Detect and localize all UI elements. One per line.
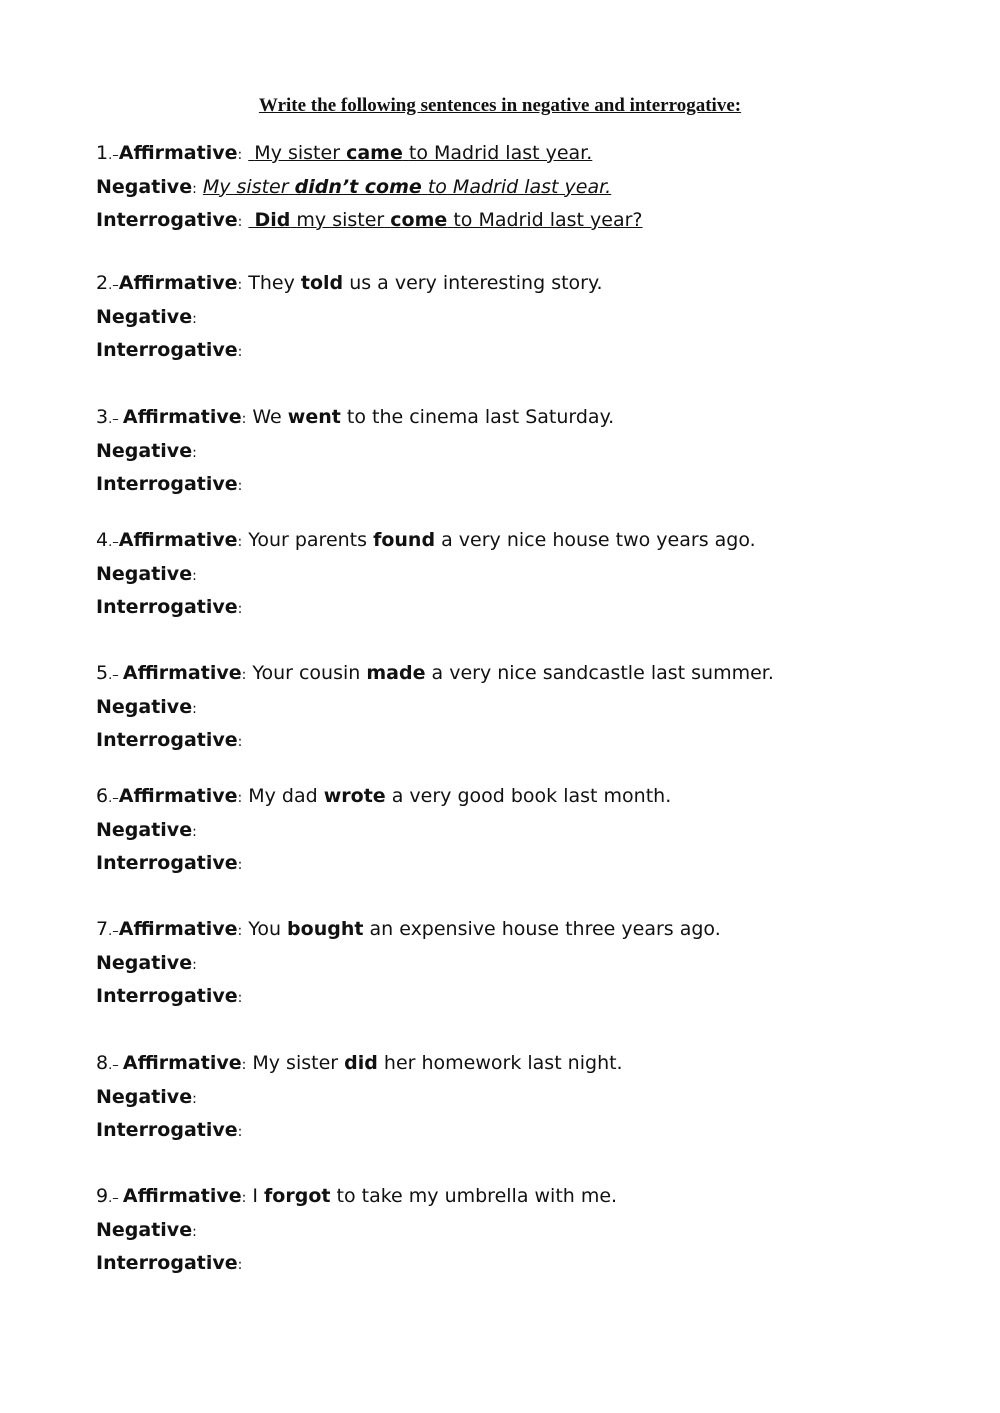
interrogative-answer: Did my sister come to Madrid last year? bbox=[254, 209, 643, 231]
negative-label: Negative bbox=[96, 1218, 193, 1241]
affirmative-label: Affirmative bbox=[122, 662, 242, 684]
negative-line: Negative: bbox=[96, 1218, 197, 1241]
interrogative-line: Interrogative: bbox=[96, 852, 243, 874]
negative-label: Negative bbox=[96, 695, 193, 718]
exercise-1 bbox=[96, 137, 956, 238]
negative-line: Negative: bbox=[96, 1085, 197, 1108]
affirmative-label: Affirmative bbox=[122, 1052, 242, 1074]
exercise-4 bbox=[96, 524, 956, 625]
affirmative-line: 4.–Affirmative: Your parents found a very nice house two years ago. bbox=[96, 529, 756, 551]
exercise-7 bbox=[96, 913, 956, 1014]
exercise-6 bbox=[96, 780, 956, 881]
negative-label: Negative bbox=[96, 1085, 193, 1108]
affirmative-sentence: Your cousin made a very nice sandcastle last summer. bbox=[252, 662, 774, 684]
exercise-number: 6 bbox=[96, 785, 109, 807]
affirmative-line: 7.–Affirmative: You bought an expensive house three years ago. bbox=[96, 918, 721, 940]
negative-label: Negative bbox=[96, 818, 193, 841]
exercise-number: 3 bbox=[96, 406, 109, 428]
affirmative-label: Affirmative bbox=[118, 142, 238, 164]
interrogative-label: Interrogative bbox=[96, 1252, 238, 1274]
interrogative-line: Interrogative: bbox=[96, 596, 243, 618]
affirmative-line: 9.– Affirmative: I forgot to take my umbrella with me. bbox=[96, 1185, 618, 1207]
interrogative-label: Interrogative bbox=[96, 209, 238, 231]
negative-line: Negative: bbox=[96, 695, 197, 718]
affirmative-sentence: We went to the cinema last Saturday. bbox=[252, 406, 615, 428]
exercise-number: 2 bbox=[96, 272, 109, 294]
interrogative-line: Interrogative: bbox=[96, 729, 243, 751]
negative-label: Negative bbox=[96, 175, 193, 198]
negative-label: Negative bbox=[96, 439, 193, 462]
affirmative-sentence: Your parents found a very nice house two years ago. bbox=[248, 529, 756, 551]
interrogative-line: Interrogative: bbox=[96, 1119, 243, 1141]
interrogative-label: Interrogative bbox=[96, 596, 238, 618]
affirmative-line: 5.– Affirmative: Your cousin made a very nice sandcastle last summer. bbox=[96, 662, 774, 684]
interrogative-label: Interrogative bbox=[96, 339, 238, 361]
affirmative-sentence: I forgot to take my umbrella with me. bbox=[252, 1185, 618, 1207]
exercise-9 bbox=[96, 1180, 956, 1281]
affirmative-label: Affirmative bbox=[122, 1185, 242, 1207]
affirmative-line: 3.– Affirmative: We went to the cinema last Saturday. bbox=[96, 406, 615, 428]
interrogative-label: Interrogative bbox=[96, 1119, 238, 1141]
exercise-number: 5 bbox=[96, 662, 109, 684]
negative-line: Negative: bbox=[96, 951, 197, 974]
affirmative-label: Affirmative bbox=[118, 785, 238, 807]
interrogative-line: Interrogative: bbox=[96, 1252, 243, 1274]
exercise-8 bbox=[96, 1047, 956, 1148]
negative-label: Negative bbox=[96, 562, 193, 585]
exercise-number: 1 bbox=[96, 142, 109, 164]
affirmative-sentence: They told us a very interesting story. bbox=[248, 272, 603, 294]
negative-line: Negative: bbox=[96, 439, 197, 462]
negative-line: Negative: bbox=[96, 305, 197, 328]
affirmative-label: Affirmative bbox=[122, 406, 242, 428]
affirmative-label: Affirmative bbox=[118, 918, 238, 940]
worksheet-title: Write the following sentences in negative and interrogative: bbox=[258, 95, 742, 116]
interrogative-line: Interrogative: bbox=[96, 985, 243, 1007]
interrogative-label: Interrogative bbox=[96, 729, 238, 751]
exercise-5 bbox=[96, 657, 956, 758]
exercise-3 bbox=[96, 401, 956, 502]
interrogative-line: Interrogative: Did my sister come to Madrid last year? bbox=[96, 209, 643, 231]
exercise-number: 7 bbox=[96, 918, 109, 940]
negative-line: Negative: My sister didn’t come to Madrid last year. bbox=[96, 175, 612, 198]
negative-label: Negative bbox=[96, 305, 193, 328]
affirmative-label: Affirmative bbox=[118, 529, 238, 551]
interrogative-label: Interrogative bbox=[96, 473, 238, 495]
affirmative-line: 2.–Affirmative: They told us a very interesting story. bbox=[96, 272, 603, 294]
interrogative-line: Interrogative: bbox=[96, 473, 243, 495]
affirmative-line: 6.–Affirmative: My dad wrote a very good book last month. bbox=[96, 785, 672, 807]
affirmative-sentence: My dad wrote a very good book last month. bbox=[248, 785, 672, 807]
exercise-number: 8 bbox=[96, 1052, 109, 1074]
exercise-number: 9 bbox=[96, 1185, 109, 1207]
negative-answer: My sister didn’t come to Madrid last year. bbox=[202, 175, 612, 198]
affirmative-sentence: You bought an expensive house three years ago. bbox=[248, 918, 721, 940]
negative-line: Negative: bbox=[96, 818, 197, 841]
exercise-number: 4 bbox=[96, 529, 109, 551]
negative-line: Negative: bbox=[96, 562, 197, 585]
affirmative-sentence: My sister came to Madrid last year. bbox=[254, 142, 593, 164]
affirmative-label: Affirmative bbox=[118, 272, 238, 294]
interrogative-line: Interrogative: bbox=[96, 339, 243, 361]
affirmative-line: 8.– Affirmative: My sister did her homework last night. bbox=[96, 1052, 623, 1074]
affirmative-line: 1.–Affirmative: My sister came to Madrid last year. bbox=[96, 142, 593, 164]
affirmative-sentence: My sister did her homework last night. bbox=[252, 1052, 623, 1074]
interrogative-label: Interrogative bbox=[96, 985, 238, 1007]
negative-label: Negative bbox=[96, 951, 193, 974]
interrogative-label: Interrogative bbox=[96, 852, 238, 874]
exercise-2 bbox=[96, 267, 956, 368]
